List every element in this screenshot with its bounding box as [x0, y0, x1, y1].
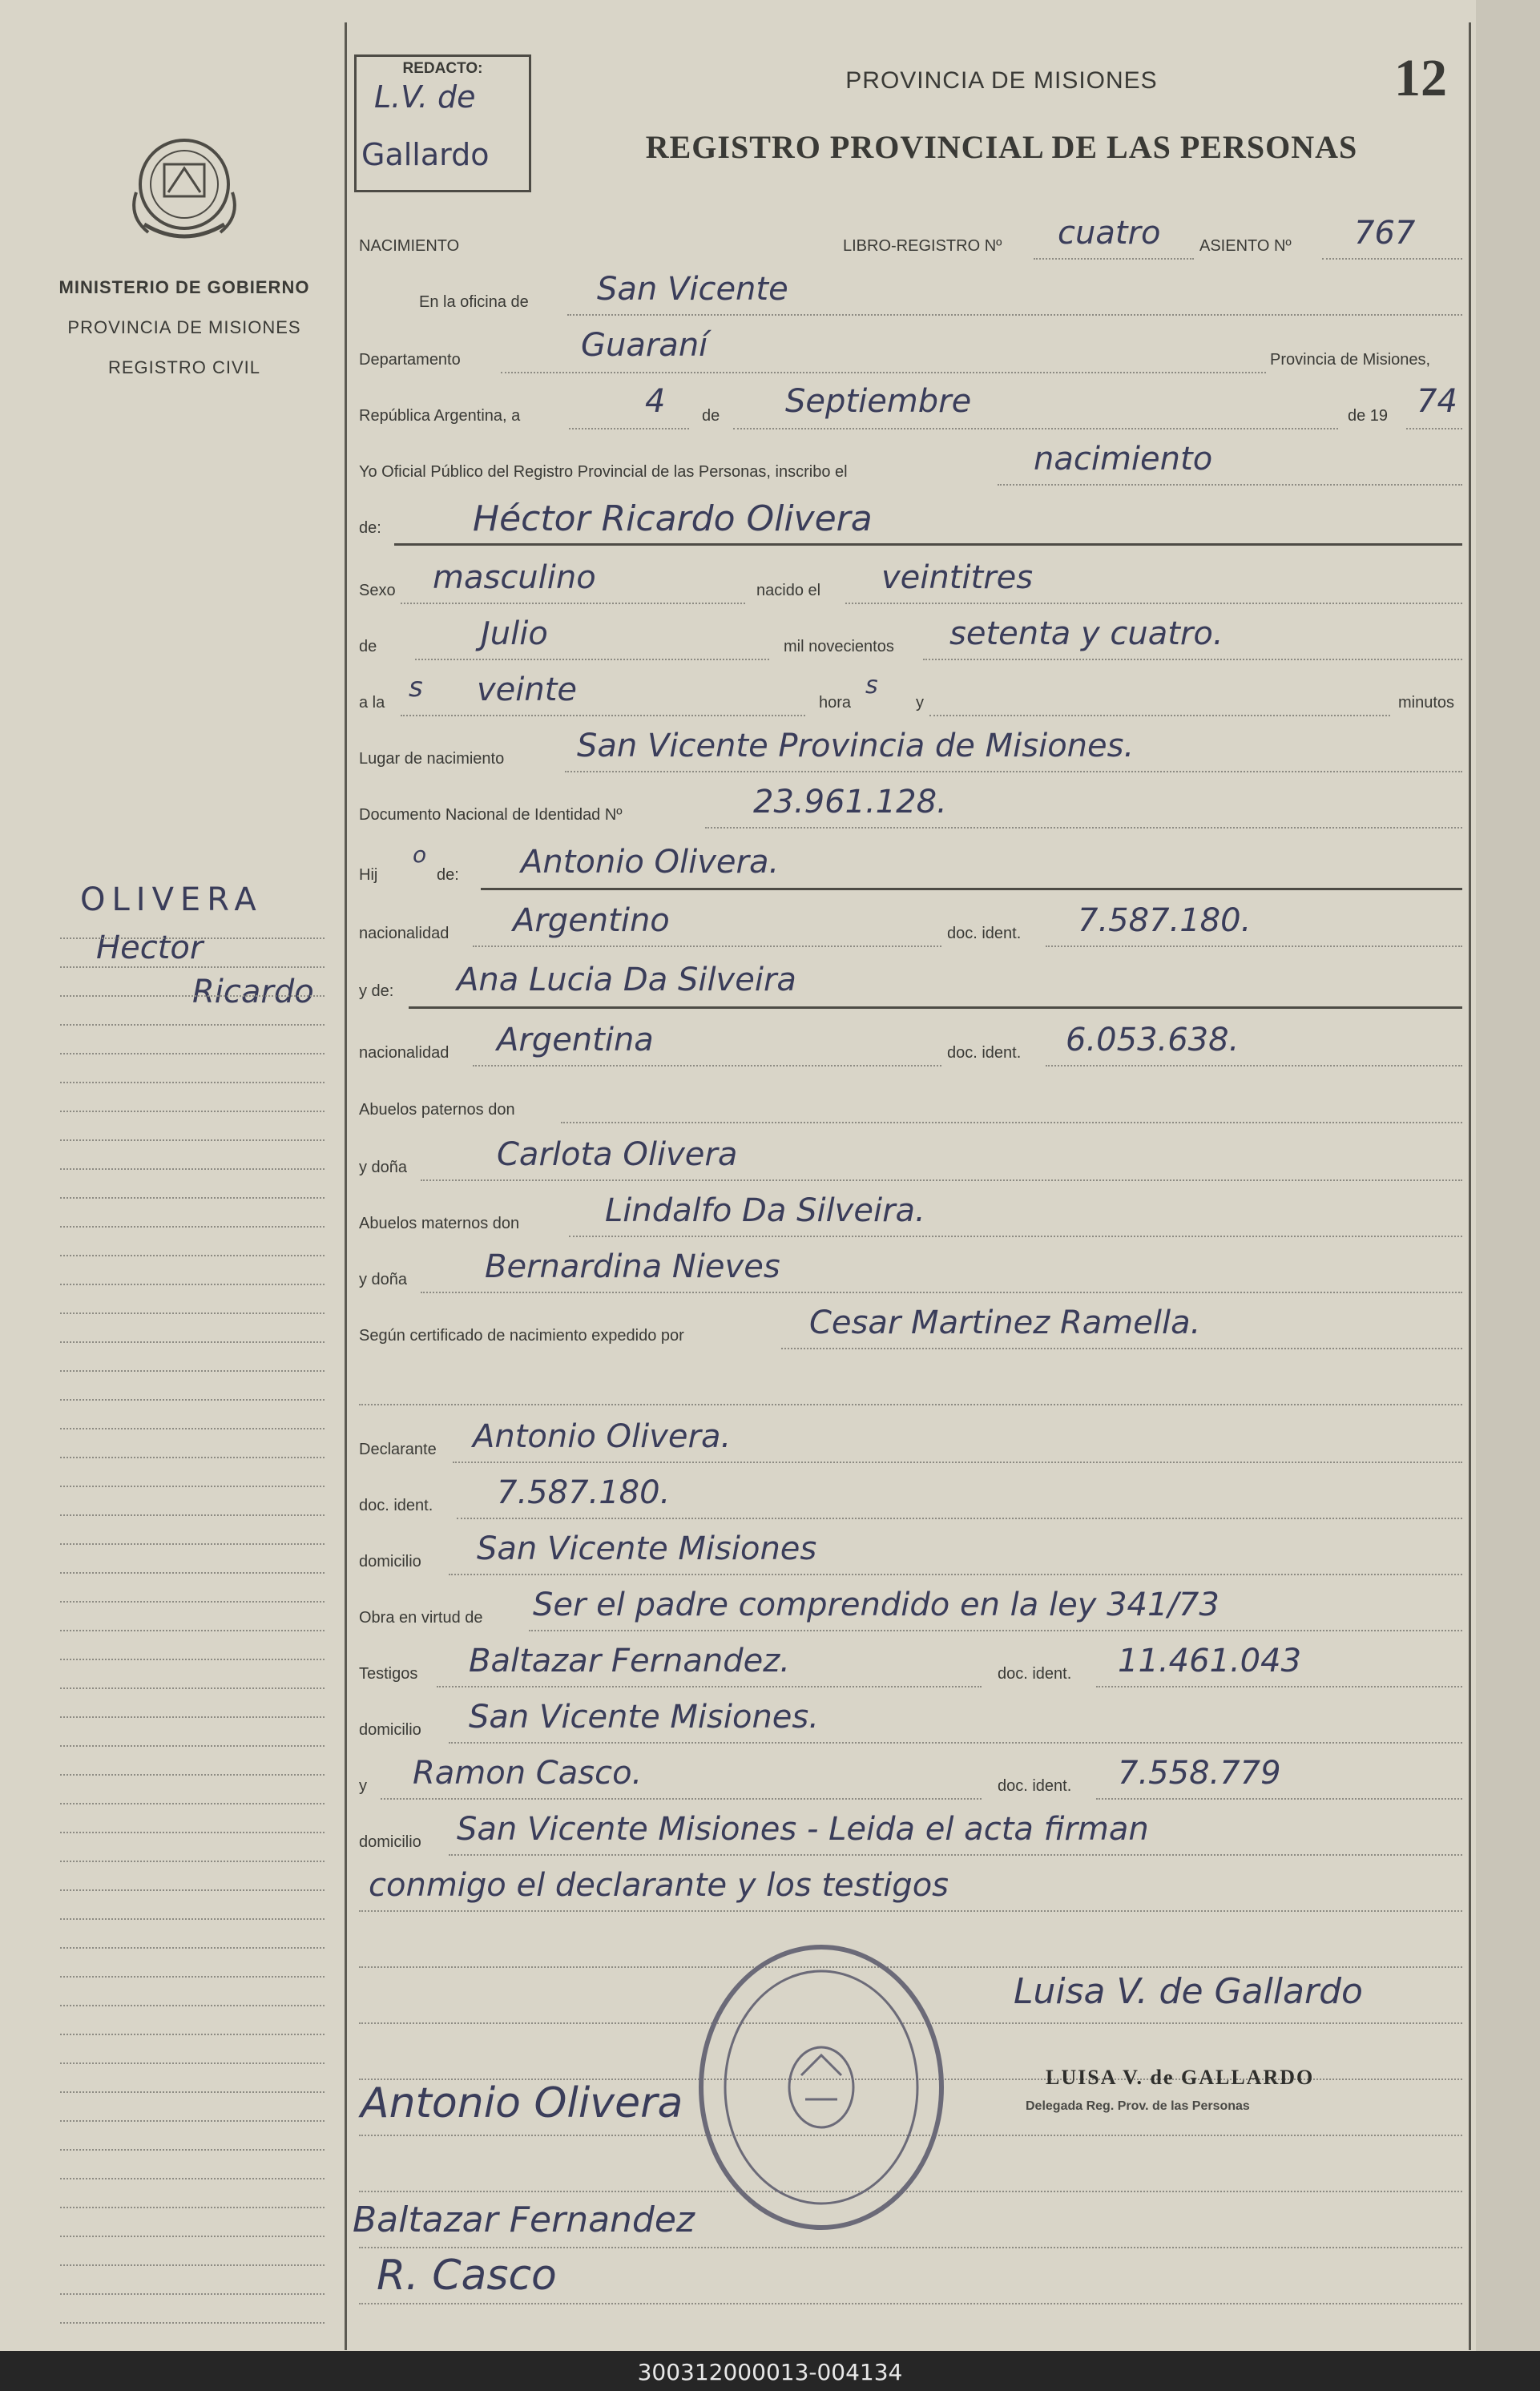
- paper-edge: [1476, 0, 1540, 2351]
- image-id-label: 300312000013-004134: [637, 2359, 903, 2385]
- form-rule: [449, 1574, 1462, 1575]
- margin-line: [60, 2034, 325, 2035]
- redacto-box: [354, 54, 531, 192]
- margin-surname: OLIVERA: [80, 881, 263, 918]
- doc-padre-label: doc. ident.: [947, 925, 1022, 942]
- testigo1-value: Baltazar Fernandez.: [469, 1643, 790, 1679]
- margin-line: [60, 1774, 325, 1776]
- nacimiento-label: NACIMIENTO: [359, 237, 460, 255]
- margin-line: [60, 1399, 325, 1401]
- republica-label: República Argentina, a: [359, 407, 521, 425]
- form-rule: [733, 428, 1338, 429]
- form-rule: [1096, 1798, 1462, 1800]
- hora-value: veinte: [477, 671, 578, 708]
- declarante-value: Antonio Olivera.: [473, 1418, 732, 1455]
- margin-line: [60, 1139, 325, 1141]
- form-rule: [401, 603, 745, 604]
- obra-value: Ser el padre comprendido en la ley 341/73: [533, 1587, 1220, 1623]
- form-rule: [437, 1686, 982, 1687]
- oficina-label: En la oficina de: [419, 293, 529, 311]
- margin-line: [60, 1803, 325, 1804]
- margin-line: [60, 2005, 325, 2006]
- nacido-value: veintitres: [881, 559, 1034, 596]
- anio-label: de 19: [1348, 407, 1389, 425]
- form-rule: [359, 1910, 1462, 1912]
- margin-line: [60, 2322, 325, 2324]
- testigo1-signature: Baltazar Fernandez: [353, 2199, 695, 2240]
- form-rule: [381, 1798, 982, 1800]
- dni-label: Documento Nacional de Identidad Nº: [359, 806, 623, 824]
- form-rule: [1046, 1065, 1462, 1066]
- blank-rule: [359, 2247, 1462, 2248]
- testigo2-value: Ramon Casco.: [413, 1755, 643, 1792]
- margin-line: [60, 1889, 325, 1891]
- margin-rule: [345, 22, 347, 2350]
- form-rule: [453, 1462, 1462, 1463]
- margin-line: [60, 2149, 325, 2151]
- form-rule: [923, 659, 1462, 660]
- horas-suffix: s: [865, 671, 878, 700]
- yo-oficial-value: nacimiento: [1034, 441, 1213, 478]
- nombre-label: de:: [359, 519, 381, 537]
- domicilio-testigo1-value: San Vicente Misiones.: [469, 1699, 819, 1736]
- form-rule: [1096, 1686, 1462, 1687]
- form-rule: [473, 946, 941, 947]
- continuation-value: conmigo el declarante y los testigos: [369, 1867, 949, 1904]
- margin-line: [60, 2207, 325, 2208]
- mes-nac-value: Julio: [481, 615, 548, 652]
- form-rule: [421, 1292, 1462, 1293]
- de-label: de: [702, 407, 720, 425]
- declarante-signature: Antonio Olivera: [361, 2079, 683, 2127]
- form-rule: [565, 771, 1462, 772]
- abuela-paterna-value: Carlota Olivera: [497, 1136, 738, 1173]
- nombre-value: Héctor Ricardo Olivera: [473, 498, 873, 539]
- y-label: y: [916, 694, 924, 712]
- province-crest-icon: [128, 136, 240, 256]
- redacto-value-2: Gallardo: [361, 137, 490, 172]
- anio-value: 74: [1417, 383, 1457, 420]
- sexo-value: masculino: [433, 559, 596, 596]
- province-title: PROVINCIA DE MISIONES: [845, 67, 1158, 94]
- margin-line: [60, 1486, 325, 1487]
- margin-line: [60, 995, 325, 997]
- form-rule: [705, 827, 1462, 829]
- official-seal-icon: [693, 1939, 949, 2236]
- form-rule: [449, 1742, 1462, 1744]
- doc-declarante-label: doc. ident.: [359, 1497, 433, 1514]
- mil-label: mil novecientos: [784, 638, 894, 655]
- margin-line: [60, 1918, 325, 1920]
- redacto-label: REDACTO:: [402, 60, 483, 77]
- dia-value: 4: [645, 383, 666, 420]
- abuela-materna-value: Bernardina Nieves: [485, 1248, 780, 1285]
- form-rule: [569, 428, 689, 429]
- blank-rule: [359, 2303, 1462, 2304]
- doc-testigo1-value: 11.461.043: [1118, 1643, 1302, 1679]
- form-rule: [1034, 258, 1194, 260]
- padre-value: Antonio Olivera.: [521, 844, 780, 881]
- libro-label: LIBRO-REGISTRO Nº: [843, 237, 1002, 255]
- margin-line: [60, 1947, 325, 1949]
- dni-value: 23.961.128.: [753, 784, 947, 821]
- madre-label: y de:: [359, 982, 394, 1000]
- registry-heading: REGISTRO CIVIL: [107, 357, 261, 377]
- margin-line: [60, 1370, 325, 1372]
- margin-line: [60, 1716, 325, 1718]
- nacionalidad-padre-value: Argentino: [513, 902, 670, 939]
- margin-line: [60, 1341, 325, 1343]
- margin-line: [60, 1659, 325, 1660]
- margin-line: [60, 1024, 325, 1026]
- margin-line: [60, 1687, 325, 1689]
- margin-line: [60, 2236, 325, 2237]
- domicilio-testigo1-label: domicilio: [359, 1721, 421, 1739]
- form-rule: [501, 372, 1266, 373]
- margin-line: [60, 1168, 325, 1170]
- margin-line: [60, 1428, 325, 1429]
- testigo2-signature: R. Casco: [377, 2252, 557, 2300]
- margin-line: [60, 1976, 325, 1978]
- margin-line: [60, 1745, 325, 1747]
- nacionalidad-padre-label: nacionalidad: [359, 925, 450, 942]
- oficina-value: San Vicente: [597, 271, 788, 308]
- margin-line: [60, 1514, 325, 1516]
- margin-line: [60, 2264, 325, 2266]
- margin-line: [60, 1255, 325, 1256]
- departamento-value: Guaraní: [581, 327, 708, 364]
- doc-testigo2-value: 7.558.779: [1118, 1755, 1281, 1792]
- margin-line: [60, 2091, 325, 2093]
- abuelos-maternos-label: Abuelos maternos don: [359, 1215, 520, 1232]
- hijo-suffix: o: [413, 841, 427, 868]
- margin-line: [60, 1082, 325, 1083]
- declarante-label: Declarante: [359, 1441, 437, 1458]
- sexo-label: Sexo: [359, 582, 396, 599]
- abuela-paterna-label: y doña: [359, 1159, 408, 1176]
- form-rule: [1046, 946, 1462, 947]
- margin-line: [60, 1053, 325, 1054]
- margin-line: [60, 1832, 325, 1833]
- lugar-label: Lugar de nacimiento: [359, 750, 505, 768]
- margin-line: [60, 966, 325, 968]
- form-rule: [567, 314, 1462, 316]
- domicilio-declarante-label: domicilio: [359, 1553, 421, 1570]
- doc-declarante-value: 7.587.180.: [497, 1474, 671, 1511]
- padre-rule: [481, 888, 1462, 890]
- margin-line: [60, 1861, 325, 1862]
- margin-line: [60, 2293, 325, 2295]
- page-number: 12: [1394, 49, 1447, 107]
- form-rule: [457, 1518, 1462, 1519]
- doc-madre-value: 6.053.638.: [1066, 1022, 1240, 1058]
- official-signature: Luisa V. de Gallardo: [1014, 1971, 1363, 2012]
- margin-line: [60, 1457, 325, 1458]
- libro-value: cuatro: [1058, 215, 1161, 252]
- form-rule: [529, 1630, 1462, 1631]
- doc-padre-value: 7.587.180.: [1078, 902, 1252, 939]
- margin-line: [60, 1226, 325, 1228]
- province-heading: PROVINCIA DE MISIONES: [67, 317, 301, 337]
- form-rule: [781, 1348, 1462, 1349]
- form-rule: [569, 1236, 1462, 1237]
- horas-label: hora: [819, 694, 852, 712]
- margin-line: [60, 2120, 325, 2122]
- asiento-label: ASIENTO Nº: [1199, 237, 1292, 255]
- margin-line: [60, 937, 325, 939]
- a-la-prefix: s: [409, 671, 423, 704]
- official-printed-name: LUISA V. de GALLARDO: [1046, 2066, 1315, 2089]
- right-rule: [1469, 22, 1471, 2350]
- madre-value: Ana Lucia Da Silveira: [457, 962, 796, 998]
- margin-firstname: Hector: [96, 929, 204, 966]
- form-rule: [929, 715, 1390, 716]
- abuelos-maternos-value: Lindalfo Da Silveira.: [605, 1192, 925, 1229]
- madre-rule: [409, 1006, 1462, 1009]
- redacto-value-1: L.V. de: [374, 79, 476, 115]
- y-testigo2-label: y: [359, 1777, 367, 1795]
- minutos-label: minutos: [1398, 694, 1455, 712]
- form-rule: [421, 1179, 1462, 1181]
- margin-line: [60, 1197, 325, 1199]
- official-title: Delegada Reg. Prov. de las Personas: [1026, 2099, 1250, 2113]
- margin-line: [60, 1312, 325, 1314]
- obra-label: Obra en virtud de: [359, 1609, 483, 1627]
- form-rule: [473, 1065, 941, 1066]
- departamento-label: Departamento: [359, 351, 461, 369]
- domicilio-testigo2-value: San Vicente Misiones - Leida el acta firman: [457, 1811, 1149, 1848]
- abuelos-paternos-label: Abuelos paternos don: [359, 1101, 515, 1119]
- margin-line: [60, 1572, 325, 1574]
- testigos-label: Testigos: [359, 1665, 418, 1683]
- certificado-value: Cesar Martinez Ramella.: [809, 1304, 1201, 1341]
- mes-value: Septiembre: [785, 383, 972, 420]
- provincia-suffix: Provincia de Misiones,: [1270, 351, 1431, 369]
- margin-middlename: Ricardo: [192, 974, 314, 1010]
- form-rule: [845, 603, 1462, 604]
- doc-madre-label: doc. ident.: [947, 1044, 1022, 1062]
- ministry-heading: MINISTERIO DE GOBIERNO: [58, 277, 310, 297]
- anio-nac-value: setenta y cuatro.: [949, 615, 1224, 652]
- doc-testigo2-label: doc. ident.: [998, 1777, 1072, 1795]
- form-rule: [1406, 428, 1462, 429]
- certificado-label: Según certificado de nacimiento expedido por: [359, 1327, 684, 1345]
- abuela-materna-label: y doña: [359, 1271, 408, 1288]
- form-rule: [449, 1854, 1462, 1856]
- lugar-value: San Vicente Provincia de Misiones.: [577, 728, 1135, 764]
- de-mes-label: de: [359, 638, 377, 655]
- hijo-de-label: de:: [437, 866, 459, 884]
- form-rule: [415, 659, 769, 660]
- yo-oficial-label: Yo Oficial Público del Registro Provincial de las Personas, inscribo el: [359, 463, 848, 481]
- nacido-label: nacido el: [756, 582, 821, 599]
- form-rule: [998, 484, 1462, 486]
- form-rule: [401, 715, 805, 716]
- asiento-value: 767: [1354, 215, 1416, 252]
- registry-title: REGISTRO PROVINCIAL DE LAS PERSONAS: [645, 129, 1358, 165]
- nacionalidad-madre-label: nacionalidad: [359, 1044, 450, 1062]
- margin-line: [60, 1543, 325, 1545]
- doc-testigo1-label: doc. ident.: [998, 1665, 1072, 1683]
- nombre-rule: [394, 543, 1462, 546]
- domicilio-testigo2-label: domicilio: [359, 1833, 421, 1851]
- form-rule: [359, 1404, 1462, 1405]
- margin-line: [60, 1284, 325, 1285]
- domicilio-declarante-value: San Vicente Misiones: [477, 1530, 817, 1567]
- form-rule: [561, 1122, 1462, 1123]
- a-la-label: a la: [359, 694, 385, 712]
- form-rule: [1322, 258, 1462, 260]
- margin-line: [60, 2062, 325, 2064]
- margin-line: [60, 1601, 325, 1603]
- margin-line: [60, 1630, 325, 1631]
- hijo-label: Hij: [359, 866, 378, 884]
- margin-line: [60, 2178, 325, 2179]
- nacionalidad-madre-value: Argentina: [497, 1022, 654, 1058]
- margin-line: [60, 1111, 325, 1112]
